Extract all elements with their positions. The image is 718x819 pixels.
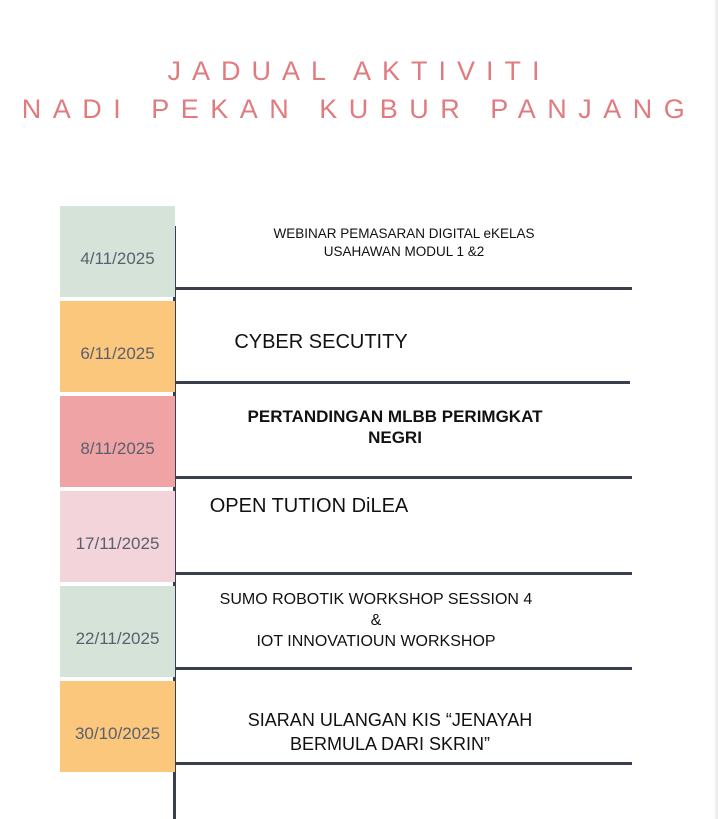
- page-subtitle: NADI PEKAN KUBUR PANJANG: [21, 94, 697, 124]
- date-box: [60, 206, 175, 297]
- row-divider: [175, 381, 630, 384]
- row-divider: [175, 572, 632, 575]
- activity-text: SIARAN ULANGAN KIS “JENAYAH BERMULA DARI SKRIN”: [247, 710, 533, 755]
- row-divider: [175, 667, 632, 670]
- date-box: [60, 681, 175, 772]
- date-box: [60, 491, 175, 582]
- date-label: 8/11/2025: [80, 439, 155, 458]
- date-label: 17/11/2025: [75, 534, 160, 553]
- date-box: [60, 586, 175, 677]
- row-divider: [175, 287, 632, 290]
- activity-text: OPEN TUTION DiLEA: [209, 495, 409, 517]
- date-label: 30/10/2025: [74, 724, 161, 743]
- activity-text: WEBINAR PEMASARAN DIGITAL eKELAS USAHAWAN MODUL 1 &2: [273, 226, 535, 260]
- date-label: 22/11/2025: [75, 629, 160, 648]
- row-divider: [175, 762, 632, 765]
- row-divider: [175, 476, 632, 479]
- activity-text: CYBER SECUTITY: [234, 331, 408, 353]
- date-label: 4/11/2025: [80, 249, 155, 268]
- page-title: JADUAL AKTIVITI: [167, 56, 551, 86]
- activity-text: PERTANDINGAN MLBB PERIMGKAT NEGRI: [247, 407, 543, 448]
- date-box: [60, 396, 175, 487]
- activity-text: SUMO ROBOTIK WORKSHOP SESSION 4 & IOT INNOVATIOUN WORKSHOP: [219, 591, 533, 650]
- date-box: [60, 301, 175, 392]
- date-label: 6/11/2025: [80, 344, 155, 363]
